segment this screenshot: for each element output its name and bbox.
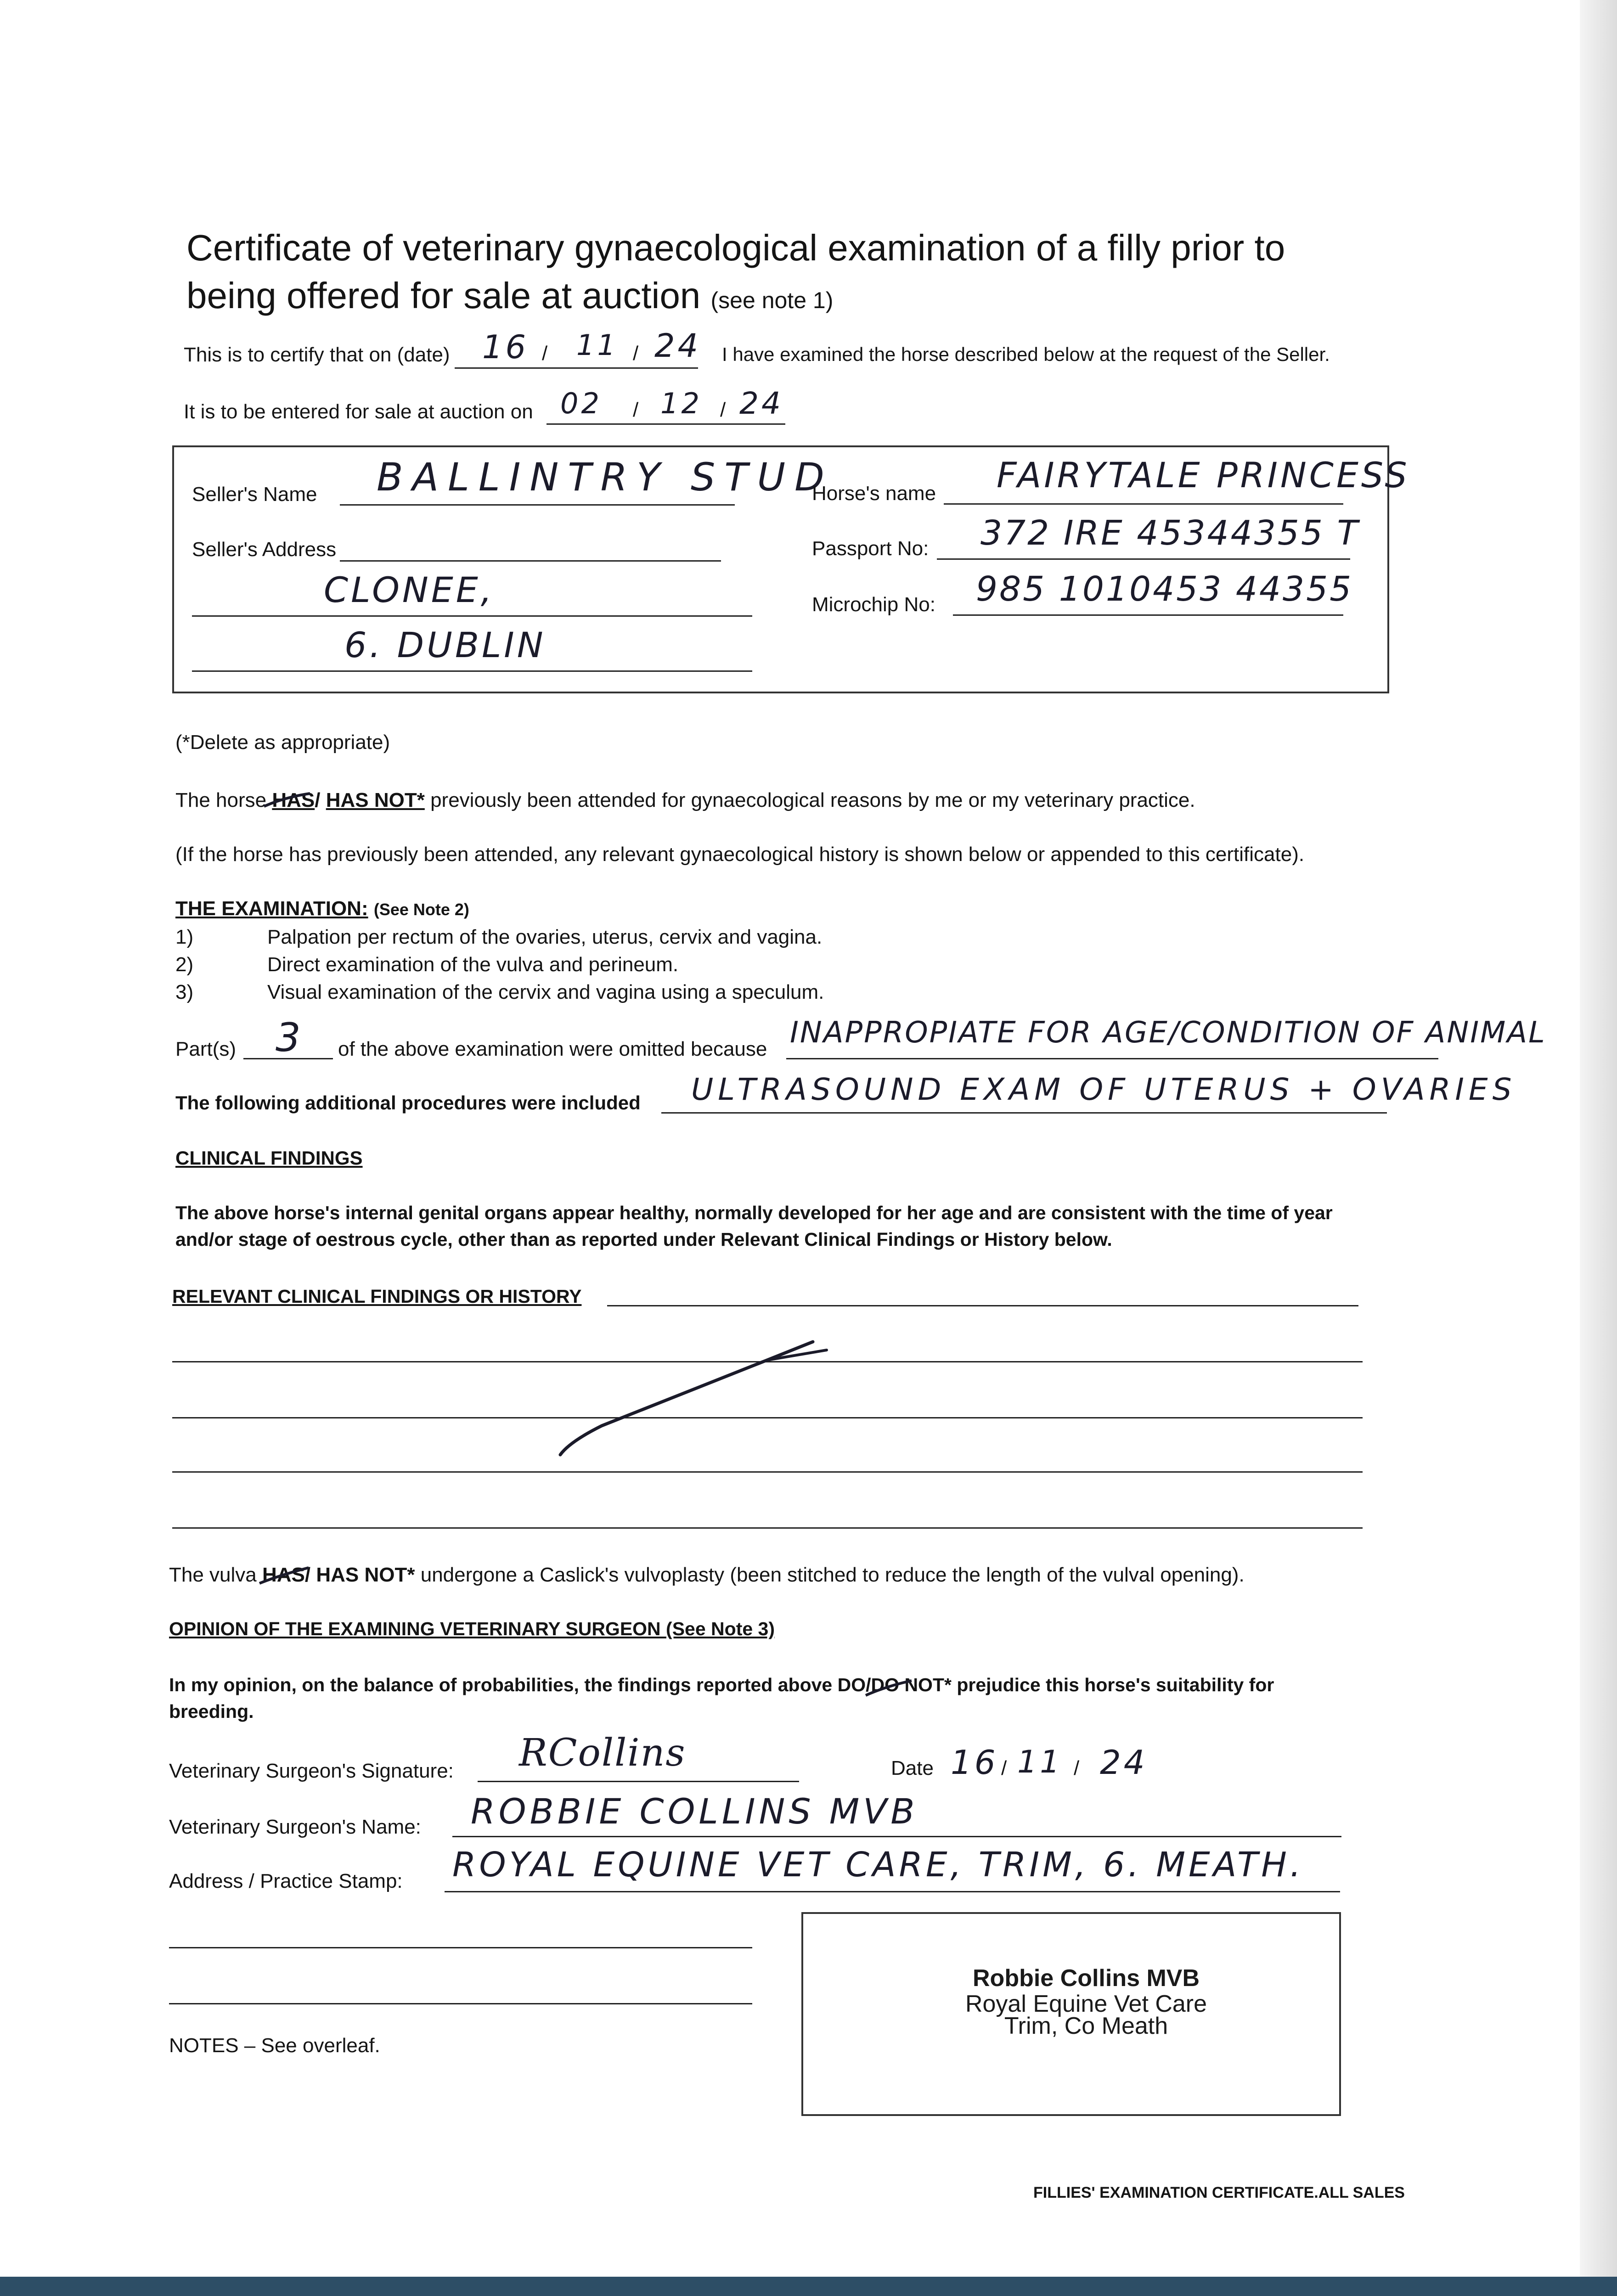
title-line2 (186, 272, 1285, 324)
signature-date-day: 16 (951, 1743, 998, 1782)
signature-date-year: 24 (1100, 1743, 1148, 1782)
seller-address-line3 (192, 670, 752, 672)
auction-day: 02 (560, 387, 602, 420)
history-note: (If the horse has previously been attended, any relevant gynaecological history is shown below or appended to this certificate). (175, 843, 1305, 866)
relevant-line-3 (172, 1471, 1363, 1473)
microchip-label: Microchip No: (812, 593, 935, 616)
vulva-sep: / (304, 1564, 311, 1586)
attended-strike (262, 789, 312, 816)
certify-suffix: I have examined the horse described below at the request of the Seller. (722, 343, 1330, 365)
signature-mark: RCollins (519, 1731, 686, 1775)
horse-name-line (944, 503, 1343, 505)
auction-year: 24 (739, 386, 783, 421)
additional-line (661, 1112, 1387, 1114)
examination-heading (175, 897, 469, 920)
vet-name-value: ROBBIE COLLINS MVB (471, 1791, 918, 1832)
footer-text: FILLIES' EXAMINATION CERTIFICATE.ALL SALES (1033, 2184, 1405, 2201)
certify-year: 24 (654, 327, 701, 365)
opinion-strike (863, 1675, 914, 1703)
auction-sep1: / (633, 399, 639, 421)
exam-item-2-text: Direct examination of the vulva and perineum. (267, 953, 679, 976)
certify-prefix: This is to certify that on (date) (184, 343, 450, 366)
title-line2-text: being offered for sale at auction (186, 275, 701, 316)
omitted-reason-line (786, 1058, 1438, 1059)
additional-value: ULTRASOUND EXAM OF UTERUS + OVARIES (691, 1072, 1516, 1107)
horse-name-value: FAIRYTALE PRINCESS (997, 455, 1410, 495)
signature-date-label: Date (891, 1757, 934, 1779)
relevant-line-0 (607, 1305, 1358, 1306)
seller-address-value2: 6. DUBLIN (344, 625, 546, 665)
address-extra-line1 (169, 1947, 752, 1948)
attended-statement (175, 789, 1195, 812)
exam-item-3-num: 3) (175, 981, 194, 1003)
seller-name-value: BALLINTRY STUD (377, 455, 834, 500)
page-title (186, 224, 1285, 324)
paper-edge (1580, 0, 1617, 2296)
auction-date-line (547, 423, 785, 425)
stamp-line3: Trim, Co Meath (1004, 2013, 1168, 2039)
opinion-do-not: DO NOT* (871, 1674, 952, 1695)
vulva-suffix: undergone a Caslick's vulvoplasty (been stitched to reduce the length of the vulval opening). (420, 1564, 1245, 1586)
vulva-has-not: HAS NOT* (316, 1564, 415, 1586)
clinical-statement-line1: The above horse's internal genital organs appear healthy, normally developed for her age and are consistent with the time of year (175, 1202, 1333, 1223)
attended-has-not: HAS NOT* (326, 789, 425, 811)
relevant-heading: RELEVANT CLINICAL FINDINGS OR HISTORY (172, 1286, 582, 1307)
seller-address-line2 (192, 615, 752, 617)
title-note: (see note 1) (710, 287, 834, 313)
relevant-line-4 (172, 1527, 1363, 1529)
practice-address-value: ROYAL EQUINE VET CARE, TRIM, 6. MEATH. (452, 1845, 1304, 1885)
seller-address-value1: CLONEE, (324, 569, 495, 610)
omitted-parts-value: 3 (276, 1015, 304, 1061)
opinion-line1-b: prejudice this horse's suitability for (957, 1674, 1274, 1695)
stamp-line1: Robbie Collins MVB (973, 1965, 1200, 1992)
examination-heading-text: THE EXAMINATION: (175, 897, 368, 920)
certify-date-line (455, 367, 698, 369)
delete-note: (*Delete as appropriate) (175, 731, 390, 754)
attended-suffix: previously been attended for gynaecological reasons by me or my veterinary practice. (430, 789, 1195, 811)
opinion-line2: breeding. (169, 1701, 254, 1722)
notes-text: NOTES – See overleaf. (169, 2034, 380, 2057)
vet-name-label: Veterinary Surgeon's Name: (169, 1816, 421, 1838)
microchip-value: 985 1010453 44355 (976, 569, 1353, 609)
seller-name-line (340, 504, 735, 506)
opinion-do: DO (837, 1674, 866, 1695)
vulva-has: HAS (262, 1564, 305, 1586)
signature-line (478, 1781, 799, 1782)
seller-address-label: Seller's Address (192, 538, 337, 561)
certify-sep1: / (542, 342, 548, 365)
vulva-strike (257, 1561, 312, 1593)
clinical-statement-line2: and/or stage of oestrous cycle, other than as reported under Relevant Clinical Findings or History below. (175, 1229, 1112, 1250)
opinion-sep: / (866, 1674, 871, 1695)
attended-prefix: The horse (175, 789, 267, 811)
practice-address-label: Address / Practice Stamp: (169, 1870, 403, 1892)
auction-prefix: It is to be entered for sale at auction on (184, 400, 533, 423)
stamp-line2: Royal Equine Vet Care (965, 1991, 1207, 2017)
seller-address-line1 (340, 560, 721, 562)
passport-line (937, 558, 1350, 560)
omitted-prefix: Part(s) (175, 1038, 236, 1060)
passport-label: Passport No: (812, 537, 929, 560)
signature-date-sep2: / (1074, 1757, 1080, 1779)
attended-sep: / (315, 789, 321, 811)
examination-heading-note: (See Note 2) (373, 900, 469, 919)
opinion-heading: OPINION OF THE EXAMINING VETERINARY SURGEON (See Note 3) (169, 1618, 775, 1639)
opinion-line1-a: In my opinion, on the balance of probabilities, the findings reported above (169, 1674, 833, 1695)
vet-name-line (452, 1836, 1341, 1837)
additional-label: The following additional procedures were included (175, 1092, 641, 1114)
passport-value: 372 IRE 45344355 T (980, 513, 1360, 553)
certify-month: 11 (576, 328, 618, 362)
exam-item-3-text: Visual examination of the cervix and vagina using a speculum. (267, 981, 824, 1003)
exam-item-2-num: 2) (175, 953, 194, 976)
practice-address-line (445, 1891, 1340, 1892)
seller-name-label: Seller's Name (192, 483, 317, 506)
clinical-heading: CLINICAL FINDINGS (175, 1147, 363, 1169)
exam-item-1-text: Palpation per rectum of the ovaries, uterus, cervix and vagina. (267, 926, 823, 948)
omitted-middle: of the above examination were omitted because (338, 1038, 767, 1060)
vulva-prefix: The vulva (169, 1564, 257, 1586)
microchip-line (953, 614, 1343, 616)
attended-has: HAS (272, 789, 315, 811)
practice-stamp (801, 1965, 1279, 2039)
bottom-strip (0, 2277, 1617, 2296)
certify-day: 16 (482, 328, 529, 366)
address-extra-line2 (169, 2003, 752, 2004)
certify-sep2: / (633, 342, 639, 365)
relevant-strike (551, 1332, 836, 1469)
signature-date-sep1: / (1001, 1757, 1007, 1779)
opinion-line1 (169, 1674, 1274, 1696)
horse-name-label: Horse's name (812, 482, 936, 505)
signature-date-month: 11 (1017, 1744, 1063, 1780)
auction-month: 12 (660, 387, 702, 420)
exam-item-1-num: 1) (175, 926, 194, 948)
auction-sep2: / (720, 399, 726, 421)
omitted-reason-value: INAPPROPIATE FOR AGE/CONDITION OF ANIMAL (790, 1016, 1546, 1050)
signature-label: Veterinary Surgeon's Signature: (169, 1760, 454, 1782)
vulva-statement (169, 1564, 1245, 1587)
title-line1: Certificate of veterinary gynaecological examination of a filly prior to (186, 227, 1285, 268)
